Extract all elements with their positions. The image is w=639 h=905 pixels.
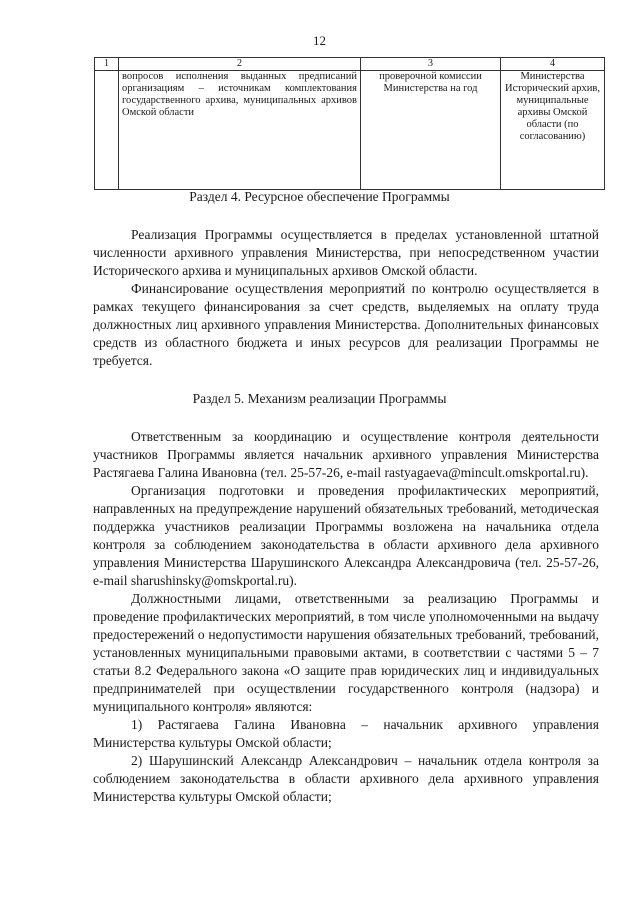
table-row <box>95 71 605 190</box>
section-5-body <box>93 428 599 806</box>
section-4-body <box>93 226 599 370</box>
continuation-table <box>94 57 605 190</box>
section-5-title: Раздел 5. Механизм реализации Программы <box>192 391 447 406</box>
paragraph: Финансирование осуществления мероприятий по контролю осуществляется в рамках текущего финансирования за счет средств, выделяемых на оплату труда должностных лиц архивного управления Министерства. Дополнительных финансовых средств из областного бюджета и иных ресурсов для реализации Программы не требуется. <box>93 281 599 368</box>
table-header-cell: 3 <box>361 58 501 71</box>
paragraph: Ответственным за координацию и осуществление контроля деятельности участников Программы является начальник архивного управления Министерства Растягаева Галина Ивановна (тел. 25-57-26, e-mail rastyagaeva@mincult.omskportal.ru). <box>93 429 599 480</box>
table-header-row <box>95 58 605 71</box>
table-cell-period: проверочной комиссии Министерства на год <box>361 71 501 190</box>
paragraph: 1) Растягаева Галина Ивановна – начальник архивного управления Министерства культуры Омской области; <box>93 717 599 750</box>
table-cell-executor: Министерства Исторический архив, муниципальные архивы Омской области (по согласованию) <box>501 71 605 190</box>
table-header-cell: 4 <box>501 58 605 71</box>
table-header-cell: 1 <box>95 58 119 71</box>
paragraph: Реализация Программы осуществляется в пределах установленной штатной численности архивного управления Министерства, при непосредственном участии Исторического архива и муниципальных архивов Омской области. <box>93 227 599 278</box>
table-cell-activity: вопросов исполнения выданных предписаний организациям – источникам комплектования государственного архива, муниципальных архивов Омской области <box>119 71 361 190</box>
table-header-cell: 2 <box>119 58 361 71</box>
paragraph: Организация подготовки и проведения профилактических мероприятий, направленных на предупреждение нарушений обязательных требований, методическая поддержка участников реализации Программы возложена на начальника отдела контроля за соблюдением законодательства в области архивного дела архивного управления Министерства Шарушинского Александра Александровича (тел. 25-57-26, e-mail sharushinsky@omskportal.ru). <box>93 483 599 588</box>
section-4-title: Раздел 4. Ресурсное обеспечение Программы <box>189 189 450 204</box>
table-cell-number <box>95 71 119 190</box>
page-number: 12 <box>313 33 326 48</box>
paragraph: 2) Шарушинский Александр Александрович – начальник отдела контроля за соблюдением законодательства в области архивного дела архивного управления Министерства культуры Омской области; <box>93 753 599 804</box>
paragraph: Должностными лицами, ответственными за реализацию Программы и проведение профилактических мероприятий, в том числе уполномоченными на выдачу предостережений о недопустимости нарушения обязательных требований, требований, установленных муниципальными правовыми актами, в соответствии с частями 5 – 7 статьи 8.2 Федерального закона «О защите прав юридических лиц и индивидуальных предпринимателей при осуществлении государственного контроля (надзора) и муниципального контроля» являются: <box>93 591 599 714</box>
